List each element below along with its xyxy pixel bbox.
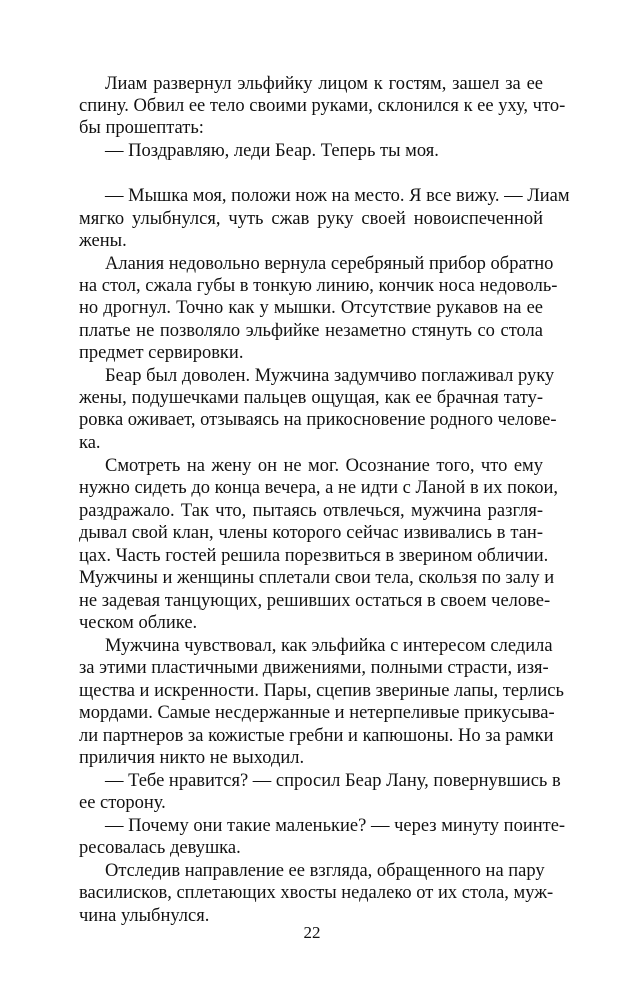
text-line: ческом облике.	[79, 613, 198, 633]
text-line: щества и искренности. Пары, сцепив звериные лапы, терлись	[79, 681, 564, 701]
text-line: Мужчина чувствовал, как эльфийка с интересом следила	[105, 636, 553, 656]
text-line: ресовалась девушка.	[79, 838, 241, 858]
text-line: раздражало. Так что, пытаясь отвлечься, мужчина разгля-	[79, 501, 543, 521]
text-line: — Поздравляю, леди Беар. Теперь ты моя.	[105, 141, 439, 161]
text-line: дывал свой клан, члены которого сейчас извивались в тан-	[79, 523, 543, 543]
text-line: на стол, сжала губы в тонкую линию, кончик носа недоволь-	[79, 276, 558, 296]
text-line: жены, подушечками пальцев ощущая, как ее брачная тату-	[79, 388, 543, 408]
text-line: нужно сидеть до конца вечера, а не идти с Ланой в их покои,	[79, 478, 559, 498]
text-line: Алания недовольно вернула серебряный прибор обратно	[105, 254, 554, 274]
text-line: не задевая танцующих, решивших остаться в своем челове-	[79, 591, 551, 611]
text-line: спину. Обвил ее тело своими руками, склонился к ее уху, что-	[79, 96, 566, 116]
text-line: — Мышка моя, положи нож на место. Я все вижу. — Лиам	[105, 186, 570, 206]
text-line: Отследив направление ее взгляда, обращенного на пару	[105, 861, 545, 881]
text-line: мягко улыбнулся, чуть сжав руку своей новоиспеченной	[79, 209, 543, 229]
text-line: — Почему они такие маленькие? — через минуту поинте-	[105, 816, 566, 836]
text-line: предмет сервировки.	[79, 343, 244, 363]
text-line: ка.	[79, 433, 101, 453]
text-line: Мужчины и женщины сплетали свои тела, скользя по залу и	[79, 568, 555, 588]
text-line: мордами. Самые несдержанные и нетерпеливые прикусыва-	[79, 703, 555, 723]
text-line: василисков, сплетающих хвосты недалеко от их стола, муж-	[79, 883, 554, 903]
text-line: Смотреть на жену он не мог. Осознание того, что ему	[105, 456, 543, 476]
text-line: Лиам развернул эльфийку лицом к гостям, зашел за ее	[105, 74, 543, 94]
page-number: 22	[303, 923, 321, 942]
text-line: ее сторону.	[79, 793, 166, 813]
text-line: платье не позволяло эльфийке незаметно стянуть со стола	[79, 321, 543, 341]
text-line: но дрогнул. Точно как у мышки. Отсутствие рукавов на ее	[79, 298, 543, 318]
text-line: за этими пластичными движениями, полными страсти, изя-	[79, 658, 549, 678]
text-line: жены.	[79, 231, 127, 251]
text-line: ровка оживает, отзываясь на прикосновение родного челове-	[79, 410, 557, 430]
text-line: чина улыбнулся.	[79, 906, 210, 926]
text-line: Беар был доволен. Мужчина задумчиво поглаживал руку	[105, 366, 555, 386]
text-line: бы прошептать:	[79, 118, 204, 138]
text-line: — Тебе нравится? — спросил Беар Лану, повернувшись в	[105, 771, 561, 791]
text-line: приличия никто не выходил.	[79, 748, 305, 768]
text-line: цах. Часть гостей решила порезвиться в зверином обличии.	[79, 546, 549, 566]
text-line: ли партнеров за кожистые гребни и капюшоны. Но за рамки	[79, 726, 554, 746]
